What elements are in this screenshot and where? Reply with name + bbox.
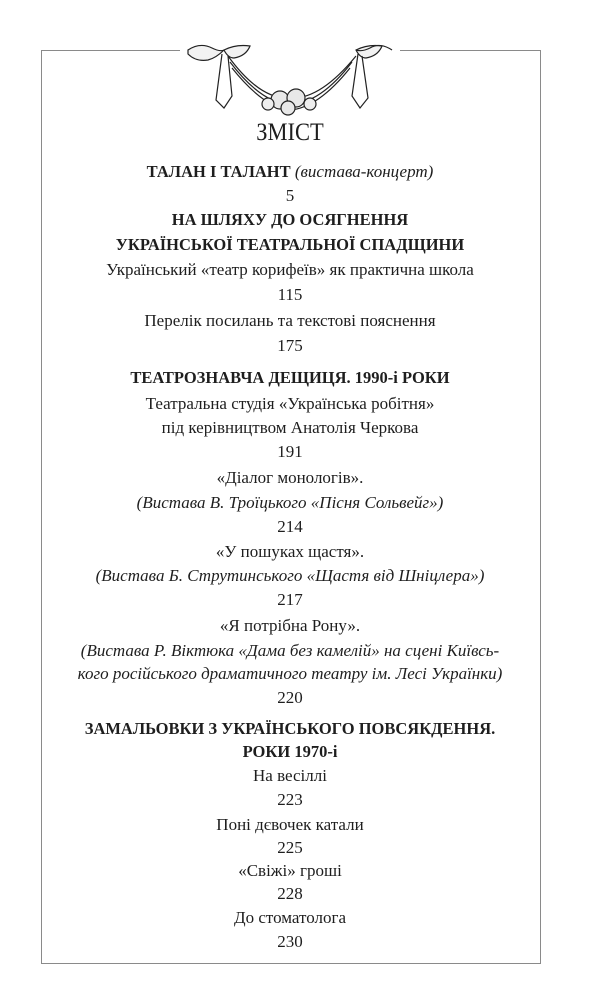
toc-entry: під керівництвом Анатолія Черкова [161, 418, 419, 437]
page-number: 223 [277, 790, 303, 809]
toc-entry: На весіллі [253, 766, 327, 785]
page-number: 191 [277, 442, 303, 461]
toc-entry-note: (Вистава В. Троїцького «Пісня Сольвейг») [136, 493, 444, 512]
page-number: 225 [277, 838, 303, 857]
toc-entry-note: (Вистава Б. Струтинського «Щастя від Шніцлера») [95, 566, 485, 585]
toc-entry: До стоматолога [233, 908, 346, 927]
toc-entry: «Діалог монологів». [216, 468, 364, 487]
toc-entry: Театральна студія «Українська робітня» [145, 394, 435, 413]
toc-entry: Перелік посилань та текстові пояснення [144, 311, 436, 330]
ribbon-garland-icon [180, 40, 400, 118]
page-number: 175 [277, 336, 303, 355]
section-title: ЗАМАЛЬОВКИ З УКРАЇНСЬКОГО ПОВСЯКДЕННЯ. [84, 719, 496, 738]
page-number: 214 [277, 517, 303, 536]
toc-entry: «У пошуках щастя». [215, 542, 365, 561]
section-title: НА ШЛЯХУ ДО ОСЯГНЕННЯ [171, 210, 409, 229]
toc-entry: «Я потрібна Рону». [219, 616, 361, 635]
page-number: 230 [277, 932, 303, 951]
section-title: ТЕАТРОЗНАВЧА ДЕЩИЦЯ. 1990-і РОКИ [130, 368, 450, 387]
section-heading [40, 160, 540, 184]
section-subtitle: (вистава-концерт) [294, 162, 434, 181]
page-title: ЗМІСТ [256, 119, 324, 146]
page-number: 5 [285, 186, 295, 205]
toc-entry: Поні дєвочек катали [216, 815, 364, 834]
page-number: 228 [277, 884, 303, 903]
page-number: 217 [277, 590, 303, 609]
toc-entry: «Свіжі» гроші [238, 861, 342, 880]
section-title: УКРАЇНСЬКОЇ ТЕАТРАЛЬНОЇ СПАДЩИНИ [115, 235, 465, 254]
section-title: ТАЛАН І ТАЛАНТ [146, 162, 291, 181]
toc-entry-note: (Вистава Р. Віктюка «Дама без камелій» на сцені Київсь- [80, 641, 500, 660]
toc-entry: Український «театр корифеїв» як практична школа [106, 260, 474, 279]
toc-entry-note: кого російського драматичного театру ім. Лесі Українки) [77, 664, 503, 683]
page-number: 115 [277, 285, 303, 304]
section-title: РОКИ 1970-і [242, 742, 338, 761]
page-number: 220 [277, 688, 303, 707]
